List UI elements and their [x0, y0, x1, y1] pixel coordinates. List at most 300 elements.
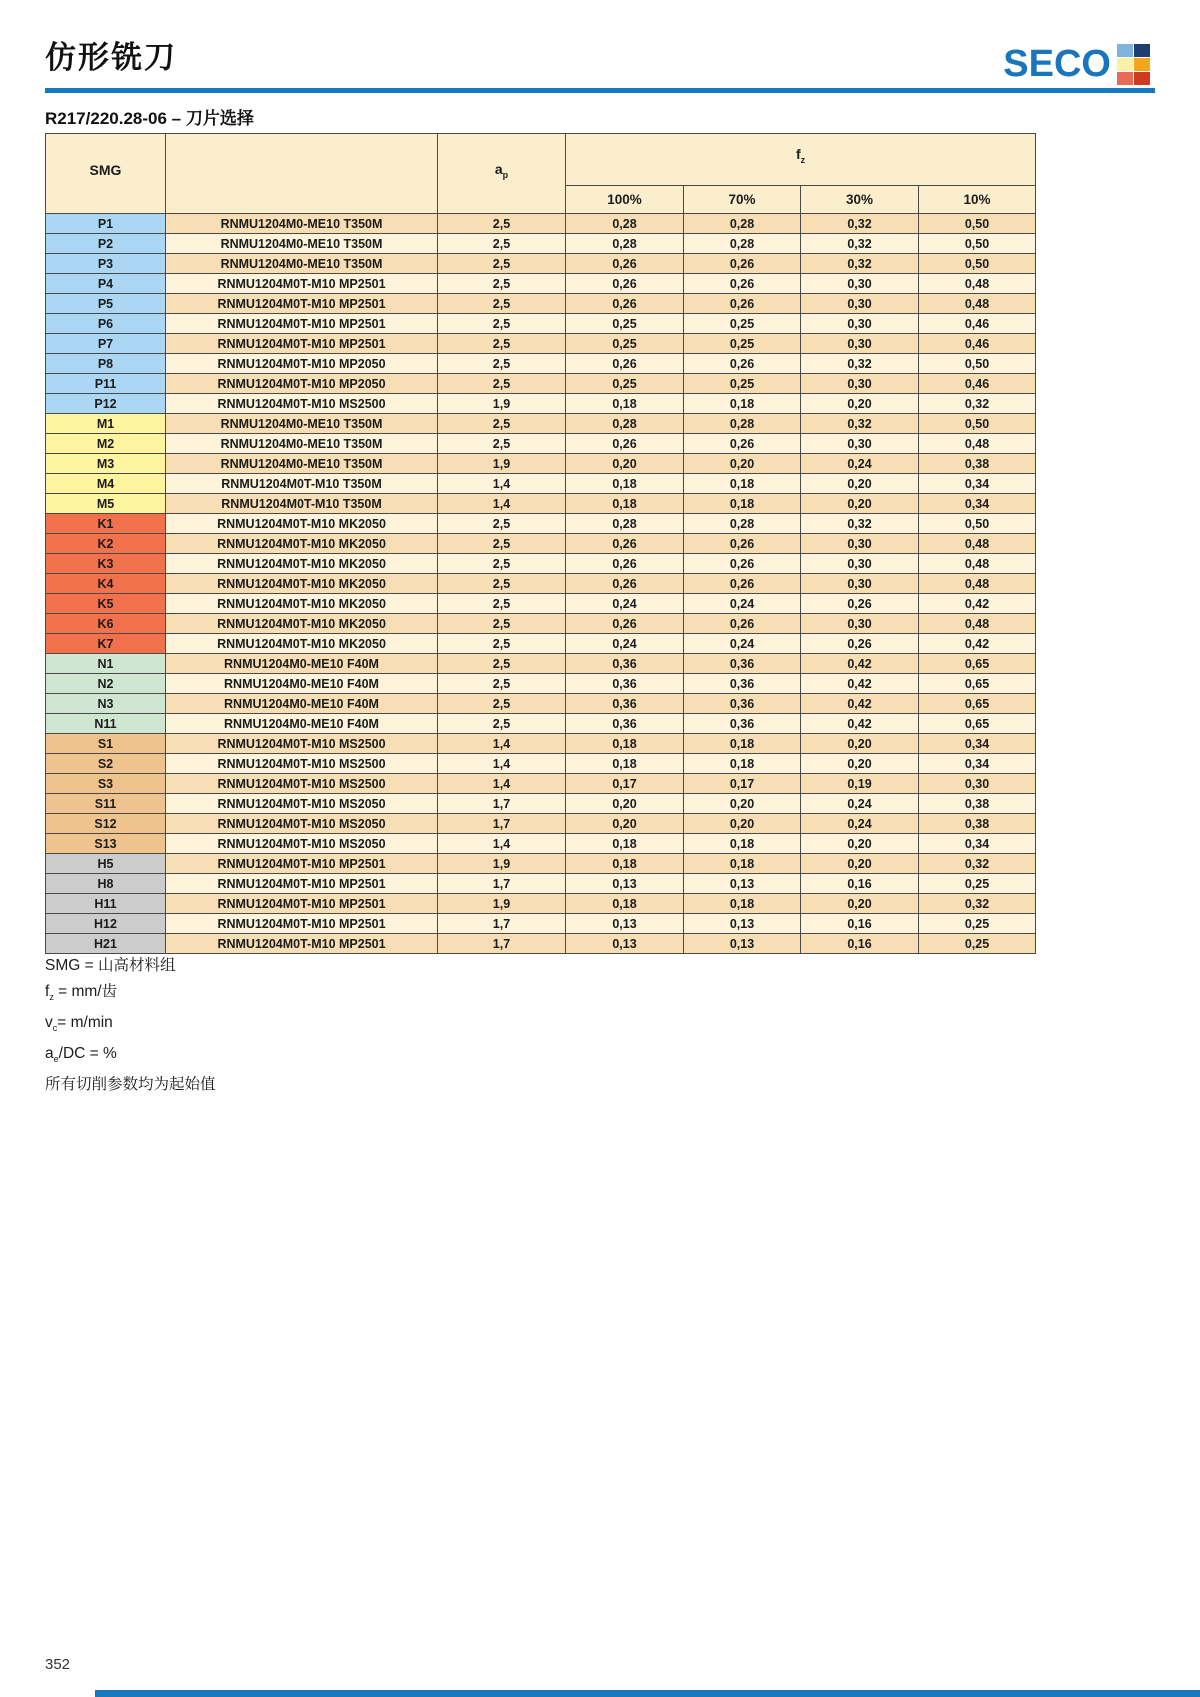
smg-cell: K3 — [46, 554, 166, 574]
ap-cell: 1,7 — [438, 794, 566, 814]
fz-100-cell: 0,13 — [566, 874, 684, 894]
fz-100-cell: 0,25 — [566, 374, 684, 394]
smg-cell: M3 — [46, 454, 166, 474]
ap-cell: 2,5 — [438, 534, 566, 554]
fz-70-cell: 0,28 — [684, 234, 801, 254]
fz-10-cell: 0,46 — [919, 334, 1036, 354]
ap-cell: 2,5 — [438, 414, 566, 434]
ap-cell: 1,4 — [438, 734, 566, 754]
smg-cell: P12 — [46, 394, 166, 414]
smg-cell: P6 — [46, 314, 166, 334]
ap-cell: 2,5 — [438, 654, 566, 674]
fz-30-cell: 0,20 — [801, 394, 919, 414]
fz-10-header: 10% — [919, 186, 1036, 214]
fz-70-cell: 0,20 — [684, 794, 801, 814]
table-row — [46, 234, 1036, 254]
smg-cell: N1 — [46, 654, 166, 674]
table-row — [46, 434, 1036, 454]
fz-100-cell: 0,18 — [566, 734, 684, 754]
smg-cell: S1 — [46, 734, 166, 754]
fz-100-cell: 0,26 — [566, 534, 684, 554]
fz-10-cell: 0,50 — [919, 234, 1036, 254]
smg-cell: M4 — [46, 474, 166, 494]
smg-cell: N2 — [46, 674, 166, 694]
smg-cell: K1 — [46, 514, 166, 534]
page-title: 仿形铣刀 — [45, 40, 177, 76]
fz-100-cell: 0,18 — [566, 494, 684, 514]
fz-70-cell: 0,13 — [684, 914, 801, 934]
fz-100-cell: 0,36 — [566, 654, 684, 674]
fz-30-cell: 0,42 — [801, 714, 919, 734]
insert-name-cell: RNMU1204M0T-M10 MP2501 — [166, 274, 438, 294]
fz-10-cell: 0,25 — [919, 914, 1036, 934]
fz-30-cell: 0,32 — [801, 354, 919, 374]
ap-cell: 2,5 — [438, 274, 566, 294]
fz-70-cell: 0,36 — [684, 694, 801, 714]
table-row — [46, 294, 1036, 314]
table-row — [46, 554, 1036, 574]
fz-10-cell: 0,42 — [919, 634, 1036, 654]
fz-30-cell: 0,20 — [801, 734, 919, 754]
insert-name-cell: RNMU1204M0-ME10 F40M — [166, 674, 438, 694]
fz-70-cell: 0,26 — [684, 614, 801, 634]
fz-100-cell: 0,36 — [566, 714, 684, 734]
fz-10-cell: 0,48 — [919, 554, 1036, 574]
table-row — [46, 514, 1036, 534]
insert-name-cell: RNMU1204M0T-M10 MP2501 — [166, 894, 438, 914]
fz-100-cell: 0,28 — [566, 514, 684, 534]
insert-name-cell: RNMU1204M0T-M10 T350M — [166, 494, 438, 514]
table-row — [46, 634, 1036, 654]
fz-100-cell: 0,26 — [566, 574, 684, 594]
fz-100-cell: 0,26 — [566, 434, 684, 454]
insert-selection-table — [45, 133, 1036, 954]
insert-name-cell: RNMU1204M0T-M10 MP2501 — [166, 914, 438, 934]
fz-70-cell: 0,20 — [684, 814, 801, 834]
fz-10-cell: 0,48 — [919, 434, 1036, 454]
fz-10-cell: 0,50 — [919, 214, 1036, 234]
ap-column-header: $a_p$ — [438, 134, 566, 214]
fz-30-cell: 0,24 — [801, 794, 919, 814]
table-row — [46, 274, 1036, 294]
smg-cell: H21 — [46, 934, 166, 954]
smg-cell: P8 — [46, 354, 166, 374]
fz-100-cell: 0,26 — [566, 354, 684, 374]
insert-name-cell: RNMU1204M0T-M10 MS2500 — [166, 774, 438, 794]
fz-30-cell: 0,20 — [801, 474, 919, 494]
fz-30-cell: 0,30 — [801, 374, 919, 394]
smg-cell: H8 — [46, 874, 166, 894]
fz-70-cell: 0,18 — [684, 754, 801, 774]
smg-cell: P3 — [46, 254, 166, 274]
insert-name-cell: RNMU1204M0T-M10 MS2500 — [166, 734, 438, 754]
insert-name-cell: RNMU1204M0T-M10 T350M — [166, 474, 438, 494]
fz-100-cell: 0,13 — [566, 934, 684, 954]
ap-cell: 1,4 — [438, 474, 566, 494]
fz-70-cell: 0,36 — [684, 654, 801, 674]
smg-cell: P4 — [46, 274, 166, 294]
fz-30-cell: 0,16 — [801, 874, 919, 894]
fz-10-cell: 0,65 — [919, 654, 1036, 674]
fz-100-cell: 0,25 — [566, 314, 684, 334]
insert-name-cell: RNMU1204M0T-M10 MS2050 — [166, 814, 438, 834]
insert-name-cell: RNMU1204M0T-M10 MS2500 — [166, 394, 438, 414]
fz-70-cell: 0,13 — [684, 874, 801, 894]
smg-cell: H5 — [46, 854, 166, 874]
fz-70-cell: 0,18 — [684, 834, 801, 854]
insert-name-cell: RNMU1204M0T-M10 MP2501 — [166, 874, 438, 894]
bottom-edge-bar — [95, 1690, 1200, 1697]
ap-cell: 1,4 — [438, 754, 566, 774]
ap-cell: 2,5 — [438, 634, 566, 654]
fz-30-cell: 0,30 — [801, 274, 919, 294]
fz-70-cell: 0,26 — [684, 574, 801, 594]
ap-cell: 2,5 — [438, 614, 566, 634]
insert-name-cell: RNMU1204M0T-M10 MK2050 — [166, 554, 438, 574]
smg-cell: N11 — [46, 714, 166, 734]
fz-30-cell: 0,30 — [801, 314, 919, 334]
footnotes — [45, 953, 216, 1098]
ap-cell: 1,7 — [438, 814, 566, 834]
fz-30-cell: 0,30 — [801, 574, 919, 594]
ap-cell: 2,5 — [438, 674, 566, 694]
ap-cell: 1,4 — [438, 494, 566, 514]
footnote-vc: $v_c= m/\min$ — [45, 1014, 113, 1034]
fz-30-cell: 0,42 — [801, 654, 919, 674]
fz-70-cell: 0,36 — [684, 674, 801, 694]
ap-cell: 2,5 — [438, 574, 566, 594]
fz-10-cell: 0,50 — [919, 414, 1036, 434]
fz-100-cell: 0,18 — [566, 834, 684, 854]
logo-square — [1117, 44, 1133, 57]
insert-name-cell: RNMU1204M0T-M10 MP2501 — [166, 854, 438, 874]
insert-name-cell: RNMU1204M0-ME10 F40M — [166, 654, 438, 674]
insert-name-cell: RNMU1204M0T-M10 MP2050 — [166, 374, 438, 394]
table-row — [46, 394, 1036, 414]
fz-70-cell: 0,28 — [684, 514, 801, 534]
fz-30-cell: 0,30 — [801, 294, 919, 314]
fz-10-cell: 0,50 — [919, 514, 1036, 534]
insert-name-cell: RNMU1204M0-ME10 T350M — [166, 214, 438, 234]
table-row — [46, 754, 1036, 774]
smg-cell: K2 — [46, 534, 166, 554]
fz-70-cell: 0,36 — [684, 714, 801, 734]
fz-30-cell: 0,20 — [801, 494, 919, 514]
fz-100-cell: 0,26 — [566, 274, 684, 294]
fz-10-cell: 0,32 — [919, 854, 1036, 874]
smg-cell: S13 — [46, 834, 166, 854]
fz-30-cell: 0,24 — [801, 814, 919, 834]
fz-100-cell: 0,18 — [566, 474, 684, 494]
fz-10-cell: 0,65 — [919, 714, 1036, 734]
fz-100-cell: 0,28 — [566, 234, 684, 254]
fz-30-cell: 0,30 — [801, 554, 919, 574]
fz-10-cell: 0,32 — [919, 894, 1036, 914]
fz-30-header: 30% — [801, 186, 919, 214]
fz-30-cell: 0,32 — [801, 414, 919, 434]
footnote-fz: $f_z = mm/$齿 — [45, 983, 118, 1003]
fz-70-cell: 0,18 — [684, 854, 801, 874]
footnote-ae: $a_e/DC$ = % — [45, 1045, 117, 1065]
ap-cell: 2,5 — [438, 214, 566, 234]
smg-cell: M1 — [46, 414, 166, 434]
fz-30-cell: 0,30 — [801, 334, 919, 354]
logo-square — [1134, 72, 1150, 85]
table-row — [46, 474, 1036, 494]
smg-cell: K6 — [46, 614, 166, 634]
table-row — [46, 734, 1036, 754]
fz-100-cell: 0,20 — [566, 454, 684, 474]
fz-30-cell: 0,20 — [801, 754, 919, 774]
insert-name-cell: RNMU1204M0-ME10 F40M — [166, 714, 438, 734]
fz-100-cell: 0,25 — [566, 334, 684, 354]
fz-100-cell: 0,24 — [566, 594, 684, 614]
fz-10-cell: 0,65 — [919, 694, 1036, 714]
ap-cell: 2,5 — [438, 334, 566, 354]
table-row — [46, 454, 1036, 474]
fz-70-cell: 0,26 — [684, 434, 801, 454]
fz-column-group-header: $f_z$ — [566, 134, 1036, 186]
fz-30-cell: 0,19 — [801, 774, 919, 794]
table-row — [46, 914, 1036, 934]
ap-cell: 1,9 — [438, 894, 566, 914]
fz-100-cell: 0,26 — [566, 294, 684, 314]
insert-name-cell: RNMU1204M0T-M10 MK2050 — [166, 534, 438, 554]
fz-70-cell: 0,24 — [684, 634, 801, 654]
fz-10-cell: 0,34 — [919, 734, 1036, 754]
fz-70-cell: 0,26 — [684, 274, 801, 294]
smg-cell: S11 — [46, 794, 166, 814]
fz-100-cell: 0,18 — [566, 754, 684, 774]
table-row — [46, 834, 1036, 854]
smg-cell: M5 — [46, 494, 166, 514]
fz-30-cell: 0,26 — [801, 594, 919, 614]
fz-10-cell: 0,38 — [919, 454, 1036, 474]
fz-10-cell: 0,25 — [919, 874, 1036, 894]
fz-100-cell: 0,13 — [566, 914, 684, 934]
fz-10-cell: 0,46 — [919, 314, 1036, 334]
smg-cell: P2 — [46, 234, 166, 254]
fz-30-cell: 0,42 — [801, 694, 919, 714]
ap-cell: 2,5 — [438, 714, 566, 734]
fz-70-cell: 0,18 — [684, 474, 801, 494]
table-row — [46, 794, 1036, 814]
table-row — [46, 414, 1036, 434]
ap-cell: 2,5 — [438, 294, 566, 314]
fz-70-cell: 0,26 — [684, 254, 801, 274]
table-row — [46, 894, 1036, 914]
fz-70-cell: 0,26 — [684, 354, 801, 374]
section-subtitle — [45, 104, 254, 129]
fz-30-cell: 0,32 — [801, 234, 919, 254]
fz-100-cell: 0,18 — [566, 894, 684, 914]
insert-name-cell: RNMU1204M0-ME10 T350M — [166, 454, 438, 474]
fz-100-cell: 0,28 — [566, 214, 684, 234]
smg-cell: P11 — [46, 374, 166, 394]
table-row — [46, 214, 1036, 234]
ap-cell: 2,5 — [438, 694, 566, 714]
table-row — [46, 674, 1036, 694]
logo-square — [1134, 44, 1150, 57]
insert-name-column-header — [166, 134, 438, 214]
seco-logo-squares-icon — [1117, 44, 1150, 85]
insert-name-cell: RNMU1204M0T-M10 MK2050 — [166, 614, 438, 634]
footnote-smg: SMG = 山高材料组 — [45, 957, 176, 974]
table-row — [46, 714, 1036, 734]
table-row — [46, 774, 1036, 794]
ap-cell: 1,4 — [438, 774, 566, 794]
ap-cell: 1,7 — [438, 934, 566, 954]
ap-cell: 1,7 — [438, 914, 566, 934]
insert-name-cell: RNMU1204M0-ME10 T350M — [166, 254, 438, 274]
fz-70-cell: 0,20 — [684, 454, 801, 474]
ap-cell: 2,5 — [438, 234, 566, 254]
ap-cell: 1,4 — [438, 834, 566, 854]
fz-100-cell: 0,18 — [566, 394, 684, 414]
fz-30-cell: 0,30 — [801, 534, 919, 554]
smg-cell: H12 — [46, 914, 166, 934]
fz-100-cell: 0,20 — [566, 814, 684, 834]
fz-10-cell: 0,34 — [919, 834, 1036, 854]
smg-cell: P7 — [46, 334, 166, 354]
fz-10-cell: 0,38 — [919, 814, 1036, 834]
fz-70-cell: 0,26 — [684, 554, 801, 574]
seco-logo — [1003, 42, 1150, 85]
fz-100-cell: 0,26 — [566, 614, 684, 634]
ap-cell: 1,7 — [438, 874, 566, 894]
insert-name-cell: RNMU1204M0T-M10 MS2500 — [166, 754, 438, 774]
fz-10-cell: 0,34 — [919, 494, 1036, 514]
ap-cell: 2,5 — [438, 434, 566, 454]
ap-cell: 2,5 — [438, 354, 566, 374]
fz-10-cell: 0,65 — [919, 674, 1036, 694]
fz-10-cell: 0,32 — [919, 394, 1036, 414]
insert-name-cell: RNMU1204M0T-M10 MP2501 — [166, 314, 438, 334]
smg-cell: K7 — [46, 634, 166, 654]
smg-cell: P1 — [46, 214, 166, 234]
fz-30-cell: 0,16 — [801, 934, 919, 954]
ap-cell: 1,9 — [438, 394, 566, 414]
table-row — [46, 934, 1036, 954]
table-row — [46, 254, 1036, 274]
insert-name-cell: RNMU1204M0T-M10 MK2050 — [166, 634, 438, 654]
fz-100-cell: 0,20 — [566, 794, 684, 814]
smg-cell: S12 — [46, 814, 166, 834]
fz-70-cell: 0,18 — [684, 494, 801, 514]
fz-70-cell: 0,25 — [684, 314, 801, 334]
fz-70-cell: 0,18 — [684, 894, 801, 914]
logo-square — [1134, 58, 1150, 71]
insert-name-cell: RNMU1204M0T-M10 MS2050 — [166, 834, 438, 854]
fz-70-header: 70% — [684, 186, 801, 214]
seco-logo-text: SECO — [1003, 42, 1111, 85]
fz-30-cell: 0,30 — [801, 614, 919, 634]
fz-70-cell: 0,18 — [684, 394, 801, 414]
logo-square — [1117, 72, 1133, 85]
fz-10-cell: 0,48 — [919, 534, 1036, 554]
ap-cell: 2,5 — [438, 594, 566, 614]
smg-cell: S2 — [46, 754, 166, 774]
fz-100-cell: 0,26 — [566, 254, 684, 274]
insert-name-cell: RNMU1204M0-ME10 T350M — [166, 434, 438, 454]
insert-name-cell: RNMU1204M0T-M10 MK2050 — [166, 514, 438, 534]
smg-cell: N3 — [46, 694, 166, 714]
fz-70-cell: 0,26 — [684, 294, 801, 314]
table-row — [46, 334, 1036, 354]
table-row — [46, 654, 1036, 674]
fz-30-cell: 0,16 — [801, 914, 919, 934]
header-rule — [45, 88, 1155, 93]
fz-100-cell: 0,18 — [566, 854, 684, 874]
fz-30-cell: 0,20 — [801, 854, 919, 874]
fz-10-cell: 0,50 — [919, 354, 1036, 374]
smg-cell: H11 — [46, 894, 166, 914]
smg-cell: S3 — [46, 774, 166, 794]
fz-30-cell: 0,32 — [801, 514, 919, 534]
fz-10-cell: 0,48 — [919, 274, 1036, 294]
fz-30-cell: 0,32 — [801, 254, 919, 274]
insert-name-cell: RNMU1204M0-ME10 F40M — [166, 694, 438, 714]
table-row — [46, 314, 1036, 334]
insert-name-cell: RNMU1204M0T-M10 MP2501 — [166, 934, 438, 954]
fz-10-cell: 0,25 — [919, 934, 1036, 954]
ap-cell: 1,9 — [438, 854, 566, 874]
ap-cell: 2,5 — [438, 514, 566, 534]
fz-70-cell: 0,13 — [684, 934, 801, 954]
fz-70-cell: 0,25 — [684, 334, 801, 354]
fz-30-cell: 0,24 — [801, 454, 919, 474]
fz-70-cell: 0,28 — [684, 414, 801, 434]
fz-70-cell: 0,26 — [684, 534, 801, 554]
ap-cell: 2,5 — [438, 254, 566, 274]
insert-name-cell: RNMU1204M0T-M10 MS2050 — [166, 794, 438, 814]
fz-10-cell: 0,48 — [919, 294, 1036, 314]
fz-10-cell: 0,34 — [919, 474, 1036, 494]
ap-cell: 2,5 — [438, 314, 566, 334]
smg-column-header: SMG — [46, 134, 166, 214]
subtitle-code: R217/220.28-06 – — [45, 109, 182, 128]
page-number: 352 — [45, 1656, 71, 1673]
insert-name-cell: RNMU1204M0T-M10 MP2501 — [166, 334, 438, 354]
table-row — [46, 534, 1036, 554]
table-row — [46, 874, 1036, 894]
fz-30-cell: 0,20 — [801, 894, 919, 914]
smg-cell: P5 — [46, 294, 166, 314]
fz-30-cell: 0,26 — [801, 634, 919, 654]
fz-100-cell: 0,17 — [566, 774, 684, 794]
insert-name-cell: RNMU1204M0T-M10 MK2050 — [166, 574, 438, 594]
fz-10-cell: 0,48 — [919, 614, 1036, 634]
table-row — [46, 594, 1036, 614]
fz-100-cell: 0,24 — [566, 634, 684, 654]
insert-name-cell: RNMU1204M0-ME10 T350M — [166, 414, 438, 434]
fz-70-cell: 0,25 — [684, 374, 801, 394]
fz-70-cell: 0,17 — [684, 774, 801, 794]
table-row — [46, 374, 1036, 394]
insert-name-cell: RNMU1204M0-ME10 T350M — [166, 234, 438, 254]
ap-cell: 2,5 — [438, 554, 566, 574]
logo-square — [1117, 58, 1133, 71]
smg-cell: M2 — [46, 434, 166, 454]
fz-10-cell: 0,46 — [919, 374, 1036, 394]
subtitle-text: 刀片选择 — [185, 109, 254, 128]
footnote-general: 所有切削参数均为起始值 — [45, 1076, 216, 1094]
smg-cell: K5 — [46, 594, 166, 614]
fz-100-cell: 0,28 — [566, 414, 684, 434]
fz-10-cell: 0,30 — [919, 774, 1036, 794]
fz-100-cell: 0,26 — [566, 554, 684, 574]
fz-100-cell: 0,36 — [566, 694, 684, 714]
